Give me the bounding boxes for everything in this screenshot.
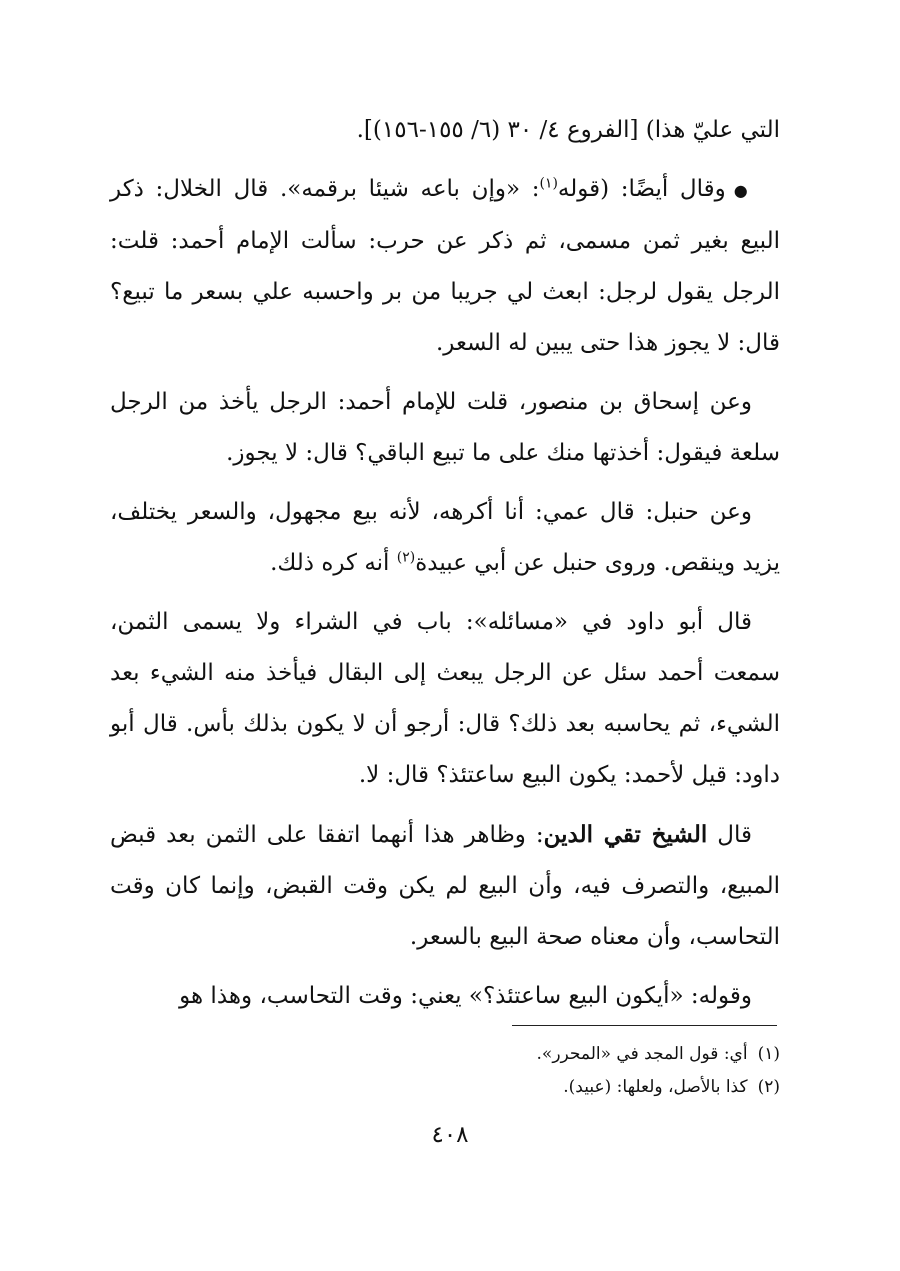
paragraph-lead: وقال أيضًا: (قوله <box>557 176 726 202</box>
paragraph-text: : «وإن باعه شيئا برقمه». قال الخلال: ذكر البيع بغير ثمن مسمى، ثم ذكر عن حرب: سألت الإمام أحمد: قلت: الرجل يقول لرجل: ابعث لي جريبا من بر واحسبه علي بسعر ما تبيع؟ قال: لا يجوز هذا حتى يبين له السعر. <box>110 176 780 356</box>
bullet-icon: ● <box>733 181 753 200</box>
paragraph-text: وقوله: «أيكون البيع ساعتئذ؟» يعني: وقت التحاسب، وهذا هو <box>179 983 752 1009</box>
paragraph-lead: وعن حنبل: قال عمي: أنا أكرهه، لأنه بيع مجهول، والسعر يختلف، يزيد وينقص. وروى حنبل عن أبي عبيدة <box>110 499 780 576</box>
footnote-item <box>360 1071 780 1104</box>
page-number: ٤٠٨ <box>431 1122 469 1148</box>
footnote-reference[interactable]: (٢) <box>396 549 416 566</box>
paragraph-text: : وظاهر هذا أنهما اتفقا على الثمن بعد قبض المبيع، والتصرف فيه، وأن البيع لم يكن وقت القبض، وإنما كان وقت التحاسب، وأن معناه صحة البيع بالسعر. <box>110 822 780 950</box>
paragraph-text: أنه كره ذلك. <box>270 550 397 576</box>
paragraph-qawluhu-final <box>110 971 780 1022</box>
footnote-reference[interactable]: (١) <box>539 175 558 192</box>
paragraph-text: التي عليّ هذا) [الفروع ٤/ ٣٠ (٦/ ١٥٥-١٥٦)]. <box>356 117 780 143</box>
footnotes <box>360 1038 780 1104</box>
footnote-text: أي: قول المجد في «المحرر». <box>536 1044 748 1064</box>
paragraph-hanbal <box>110 487 780 589</box>
paragraph-lead: قال <box>707 822 753 848</box>
paragraph-text: وعن إسحاق بن منصور، قلت للإمام أحمد: الرجل يأخذ من الرجل سلعة فيقول: أخذتها منك على ما تبيع الباقي؟ قال: لا يجوز. <box>110 389 780 466</box>
footnote-text: كذا بالأصل، ولعلها: (عبيد). <box>563 1077 748 1097</box>
page-body <box>110 105 780 1022</box>
footnote-number: (٢) <box>757 1077 780 1097</box>
paragraph-abu-dawud <box>110 597 780 801</box>
footnote-number: (١) <box>757 1044 780 1064</box>
paragraph-qawluhu <box>110 164 780 369</box>
footnote-divider <box>512 1025 777 1026</box>
paragraph-text: قال أبو داود في «مسائله»: باب في الشراء ولا يسمى الثمن، سمعت أحمد سئل عن الرجل يبعث إلى البقال فيأخذ منه الشيء بعد الشيء، ثم يحاسبه بعد ذلك؟ قال: أرجو أن لا يكون بذلك بأس. قال أبو داود: قيل لأحمد: يكون البيع ساعتئذ؟ قال: لا. <box>110 609 780 788</box>
paragraph-ishaq <box>110 377 780 479</box>
paragraph-continuation <box>110 105 780 156</box>
author-name: الشيخ تقي الدين <box>543 821 708 848</box>
footnote-item <box>360 1038 780 1071</box>
paragraph-taqi-al-din <box>110 809 780 963</box>
